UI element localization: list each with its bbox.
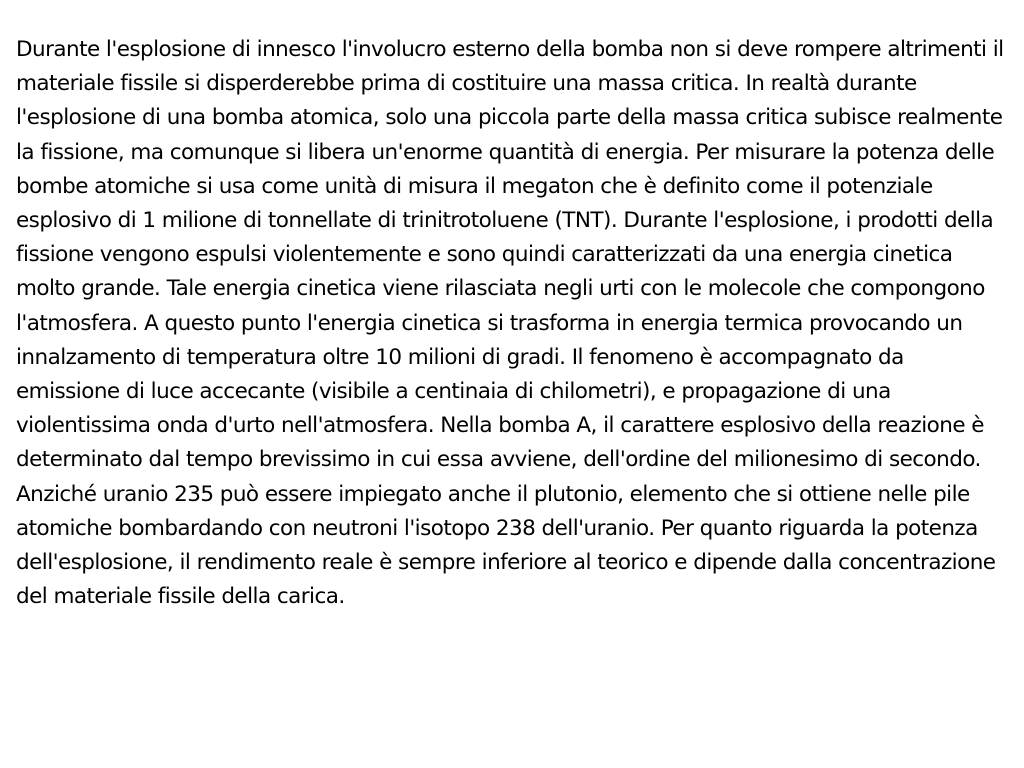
body-paragraph: Durante l'esplosione di innesco l'involucro esterno della bomba non si deve rompere altrimenti il materiale fissile si disperderebbe prima di costituire una massa critica. In realtà durante l'esplosione di una bomba atomica, solo una piccola parte della massa critica subisce realmente la fissione, ma comunque si libera un'enorme quantità di energia. Per misurare la potenza delle bombe atomiche si usa come unità di misura il megaton che è definito come il potenziale esplosivo di 1 milione di tonnellate di trinitrotoluene (TNT). Durante l'esplosione, i prodotti della fissione vengono espulsi violentemente e sono quindi caratterizzati da una energia cinetica molto grande. Tale energia cinetica viene rilasciata negli urti con le molecole che compongono l'atmosfera. A questo punto l'energia cinetica si trasforma in energia termica provocando un innalzamento di temperatura oltre 10 milioni di gradi. Il fenomeno è accompagnato da emissione di luce accecante (visibile a centinaia di chilometri), e propagazione di una violentissima onda d'urto nell'atmosfera. Nella bomba A, il carattere esplosivo della reazione è determinato dal tempo brevissimo in cui essa avviene, dell'ordine del milionesimo di secondo. Anziché uranio 235 può essere impiegato anche il plutonio, elemento che si ottiene nelle pile atomiche bombardando con neutroni l'isotopo 238 dell'uranio. Per quanto riguarda la potenza dell'esplosione, il rendimento reale è sempre inferiore al teorico e dipende dalla concentrazione del materiale fissile della carica. [16, 37, 1004, 610]
